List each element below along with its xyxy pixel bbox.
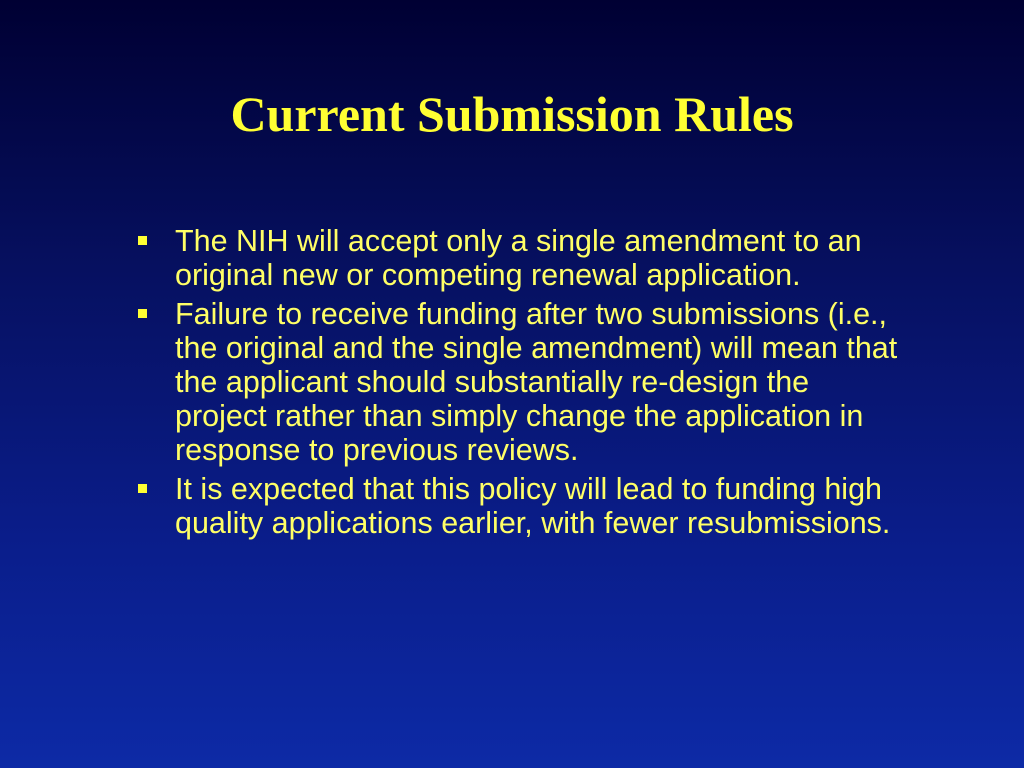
- bullet-item: [138, 224, 898, 292]
- square-bullet-icon: [138, 309, 147, 318]
- bullet-item: [138, 297, 898, 467]
- bullet-text: The NIH will accept only a single amendment to an original new or competing renewal application.: [175, 224, 862, 292]
- bullet-text: It is expected that this policy will lead to funding high quality applications earlier, with fewer resubmissions.: [175, 472, 891, 540]
- bullet-list: [138, 224, 898, 545]
- bullet-item: [138, 472, 898, 540]
- square-bullet-icon: [138, 484, 147, 493]
- square-bullet-icon: [138, 236, 147, 245]
- slide-title: Current Submission Rules: [230, 86, 794, 142]
- bullet-text: Failure to receive funding after two submissions (i.e., the original and the single amendment) will mean that the applicant should substantially re-design the project rather than simply change the application in response to previous reviews.: [175, 297, 898, 467]
